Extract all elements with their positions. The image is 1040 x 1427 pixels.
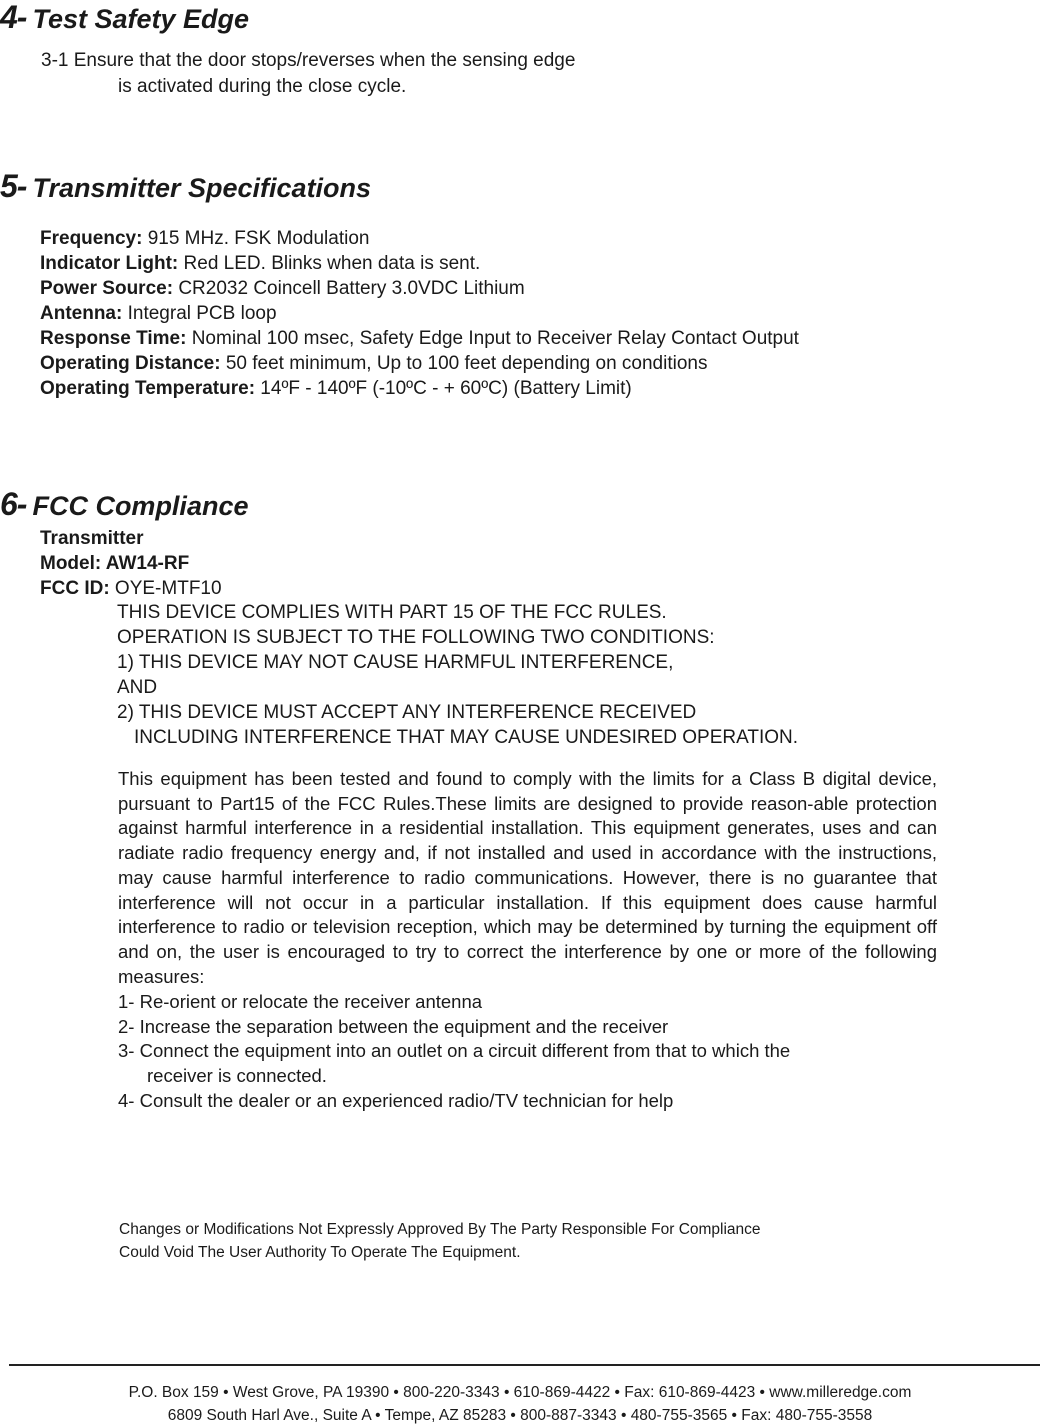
changes-note [119,1218,761,1264]
fcc-id-label: FCC ID: [40,578,110,599]
spec-label: Operating Distance: [40,353,221,374]
measures-list [118,990,790,1114]
spec-value: 915 MHz. FSK Modulation [142,228,370,249]
spec-frequency [40,226,799,251]
notice-line: INCLUDING INTERFERENCE THAT MAY CAUSE UNDESIRED OPERATION. [134,727,799,748]
measure-item: 1- Re-orient or relocate the receiver antenna [118,991,483,1012]
measure-item: 2- Increase the separation between the equipment and the receiver [118,1015,669,1037]
section-6-number: 6- [0,486,27,522]
section-6-title: FCC Compliance [32,491,249,521]
spec-label: Response Time: [40,328,187,349]
spec-value: 50 feet minimum, Up to 100 feet depending on conditions [220,353,708,374]
measure-item: 4- Consult the dealer or an experienced radio/TV technician for help [118,1089,674,1111]
spec-value: Red LED. Blinks when data is sent. [178,253,481,274]
fcc-notice [117,600,798,750]
spec-label: Power Source: [40,278,174,299]
section-5-title: Transmitter Specifications [32,173,372,203]
footer-address-line1: P.O. Box 159 • West Grove, PA 19390 • 800-220-3343 • 610-869-4422 • Fax: 610-869-4423 • www.milleredge.com [128,1384,912,1401]
notice-line: 2) THIS DEVICE MUST ACCEPT ANY INTERFERENCE RECEIVED [117,702,697,723]
spec-label: Antenna: [40,303,123,324]
measure-item: receiver is connected. [147,1065,327,1087]
notice-line: OPERATION IS SUBJECT TO THE FOLLOWING TWO CONDITIONS: [117,627,715,648]
notice-line: 1) THIS DEVICE MAY NOT CAUSE HARMFUL INTERFERENCE, [117,652,674,673]
device-info [40,526,222,601]
section-4-item-line2: is activated during the close cycle. [118,76,407,97]
notice-line: AND [117,677,158,698]
spec-value: Nominal 100 msec, Safety Edge Input to Receiver Relay Contact Output [186,328,799,349]
spec-list [40,226,799,401]
footer-address-line2: 6809 South Harl Ave., Suite A • Tempe, AZ 85283 • 800-887-3343 • 480-755-3565 • Fax: 480-755-3558 [167,1407,873,1424]
section-5-number: 5- [0,168,27,204]
fcc-paragraph: This equipment has been tested and found to comply with the limits for a Class B digital device, pursuant to Part15 of the FCC Rules.These limits are designed to provide reason-able protection against harmful interference in a residential installation. This equipment generates, uses and can radiate radio frequency energy and, if not installed and used in accordance with the instructions, may cause harmful interference to radio communications. However, there is no guarantee that interference will not occur in a particular installation. If this equipment does cause harmful interference to radio or television reception, which may be determined by turning the equipment off and on, the user is encouraged to try to correct the interference by one or more of the following measures: [118,768,937,987]
notice-line: THIS DEVICE COMPLIES WITH PART 15 OF THE FCC RULES. [117,602,667,623]
measure-item: 3- Connect the equipment into an outlet on a circuit different from that to which the [118,1040,791,1062]
spec-label: Indicator Light: [40,253,179,274]
model-label: Model: AW14-RF [40,553,190,574]
section-4-item-line1: 3-1 Ensure that the door stops/reverses when the sensing edge [41,50,576,71]
spec-operating-temperature [40,376,799,401]
fcc-id-value: OYE-MTF10 [109,578,222,599]
section-4-heading [0,1,249,35]
spec-power-source [40,276,799,301]
spec-value: 14ºF - 140ºF (-10ºC - + 60ºC) (Battery Limit) [255,378,632,399]
section-6-heading [0,488,248,522]
spec-response-time [40,326,799,351]
spec-value: CR2032 Coincell Battery 3.0VDC Lithium [173,278,525,299]
transmitter-label: Transmitter [40,528,144,549]
fcc-id [40,576,222,601]
spec-label: Frequency: [40,228,143,249]
section-5-heading [0,170,371,204]
spec-indicator-light [40,251,799,276]
spec-label: Operating Temperature: [40,378,256,399]
spec-value: Integral PCB loop [122,303,277,324]
changes-line: Changes or Modifications Not Expressly Approved By The Party Responsible For Compliance [119,1221,761,1238]
changes-line: Could Void The User Authority To Operate The Equipment. [119,1244,521,1261]
section-4-number: 4- [0,0,27,35]
footer-divider [9,1364,1040,1366]
spec-operating-distance [40,351,799,376]
section-4-title: Test Safety Edge [32,4,250,34]
spec-antenna [40,301,799,326]
